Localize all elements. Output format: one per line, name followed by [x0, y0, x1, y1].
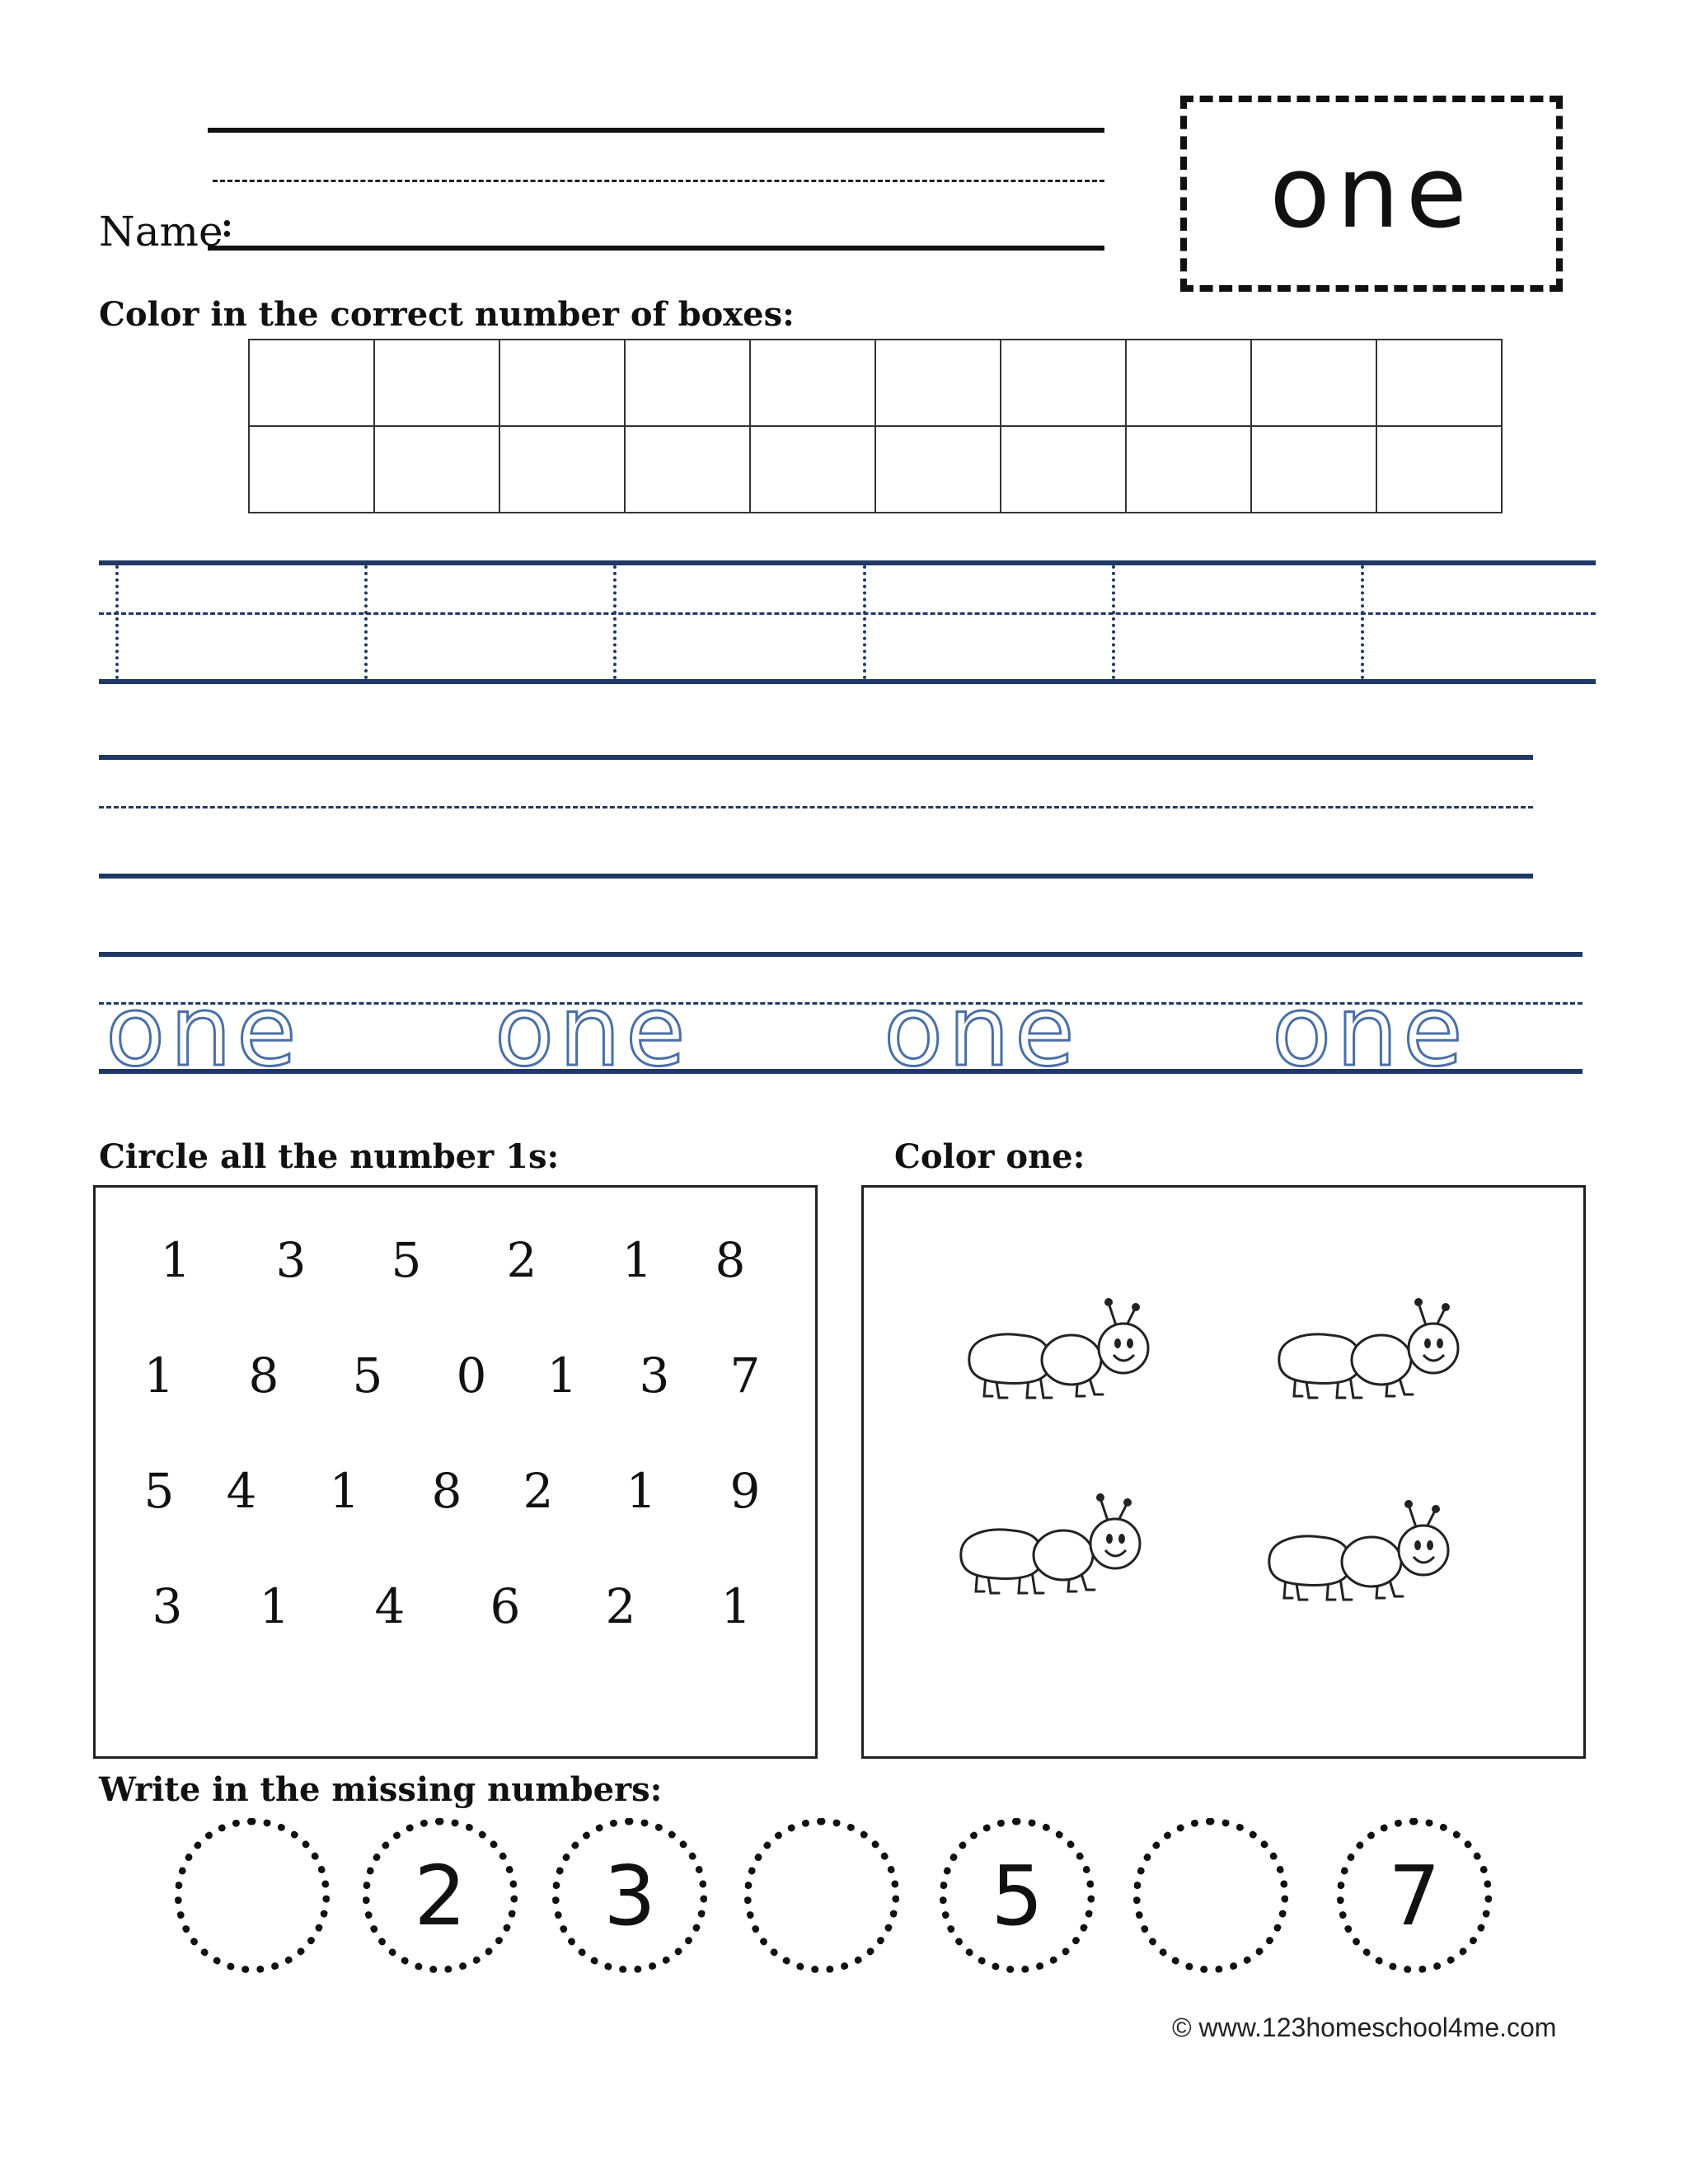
number-item[interactable]: 1: [259, 1578, 290, 1634]
grid-cell[interactable]: [374, 340, 499, 426]
trace-stroke-1: [115, 565, 119, 679]
grid-cell[interactable]: [1126, 426, 1251, 513]
number-circle: [940, 1818, 1095, 1973]
name-top-line: [208, 128, 1104, 133]
grid-cell[interactable]: [1251, 426, 1376, 513]
number-item[interactable]: 5: [143, 1463, 175, 1519]
circle-heading: Circle all the number 1s:: [99, 1137, 560, 1176]
blank-number-circle[interactable]: [175, 1818, 330, 1973]
trace-word-3: one: [884, 974, 1080, 1088]
trace-word-2: one: [495, 974, 691, 1088]
missing-heading: Write in the missing numbers:: [99, 1770, 663, 1809]
ants-illustration: [864, 1188, 1583, 1756]
number-item[interactable]: 1: [143, 1347, 175, 1404]
grid-cell[interactable]: [1001, 426, 1126, 513]
number-item[interactable]: 1: [621, 1232, 653, 1288]
number-item[interactable]: 6: [490, 1578, 521, 1634]
ant-4[interactable]: [1269, 1500, 1448, 1600]
number-item[interactable]: 3: [275, 1232, 307, 1288]
number-circle-value: 5: [991, 1847, 1043, 1944]
number-item[interactable]: 3: [639, 1347, 670, 1404]
grid-row: [249, 340, 1502, 426]
trace-word-4: one: [1272, 974, 1468, 1088]
trace-stroke-5: [1112, 565, 1115, 679]
blank-number-circle[interactable]: [744, 1818, 899, 1973]
trace-line-mid-1: [99, 612, 1596, 615]
write-line-top-2[interactable]: [99, 755, 1533, 760]
number-item[interactable]: 3: [152, 1578, 183, 1634]
grid-cell[interactable]: [249, 426, 374, 513]
number-item[interactable]: 1: [160, 1232, 191, 1288]
ten-frame-grid: [248, 339, 1503, 513]
number-item[interactable]: 2: [523, 1463, 554, 1519]
grid-cell[interactable]: [625, 426, 750, 513]
trace-stroke-4: [863, 565, 866, 679]
number-item[interactable]: 1: [329, 1463, 360, 1519]
grid-cell[interactable]: [1001, 340, 1126, 426]
grid-cell[interactable]: [875, 340, 1001, 426]
grid-cell[interactable]: [625, 340, 750, 426]
number-item[interactable]: 8: [715, 1232, 746, 1288]
number-circle: [1337, 1818, 1492, 1973]
ant-2[interactable]: [1279, 1298, 1458, 1398]
copyright-text: © www.123homeschool4me.com: [1172, 2013, 1557, 2042]
number-item[interactable]: 1: [546, 1347, 578, 1404]
number-item[interactable]: 8: [248, 1347, 279, 1404]
number-item[interactable]: 8: [431, 1463, 462, 1519]
number-item[interactable]: 9: [729, 1463, 761, 1519]
grid-cell[interactable]: [499, 426, 625, 513]
trace-stroke-3: [613, 565, 617, 679]
grid-row: [249, 426, 1502, 513]
color-one-heading: Color one:: [894, 1137, 1085, 1176]
trace-stroke-2: [364, 565, 368, 679]
number-item[interactable]: 5: [352, 1347, 383, 1404]
trace-stroke-6: [1361, 565, 1364, 679]
number-item[interactable]: 4: [374, 1578, 406, 1634]
grid-cell[interactable]: [249, 340, 374, 426]
number-circle: [363, 1818, 518, 1973]
grid-cell[interactable]: [1126, 340, 1251, 426]
boxes-heading: Color in the correct number of boxes:: [99, 295, 795, 334]
number-circle-value: 7: [1388, 1847, 1441, 1944]
grid-cell[interactable]: [1376, 426, 1502, 513]
grid-cell[interactable]: [1376, 340, 1502, 426]
name-label-text: Name: [99, 208, 223, 255]
write-line-mid-2: [99, 806, 1533, 808]
number-item[interactable]: 5: [391, 1232, 422, 1288]
number-circle: [552, 1818, 707, 1973]
word-box: [1180, 96, 1563, 292]
number-item[interactable]: 1: [720, 1578, 752, 1634]
trace-line-bottom-1: [99, 679, 1596, 684]
grid-cell[interactable]: [750, 426, 875, 513]
grid-cell[interactable]: [750, 340, 875, 426]
name-mid-dashed-line: [213, 180, 1104, 182]
ant-1[interactable]: [969, 1298, 1148, 1398]
name-colon: :: [221, 206, 233, 245]
number-circle-value: 3: [603, 1847, 656, 1944]
trace-line-top-3: [99, 952, 1582, 957]
trace-line-top-1: [99, 560, 1596, 565]
grid-cell[interactable]: [1251, 340, 1376, 426]
number-item[interactable]: 0: [456, 1347, 487, 1404]
blank-number-circle[interactable]: [1133, 1818, 1288, 1973]
ant-3[interactable]: [961, 1493, 1140, 1593]
grid-cell[interactable]: [875, 426, 1001, 513]
number-circle-value: 2: [414, 1847, 467, 1944]
number-item[interactable]: 7: [729, 1347, 761, 1404]
write-line-bottom-2: [99, 874, 1533, 879]
grid-cell[interactable]: [374, 426, 499, 513]
number-item[interactable]: 2: [605, 1578, 636, 1634]
number-item[interactable]: 4: [226, 1463, 257, 1519]
number-item[interactable]: 1: [626, 1463, 657, 1519]
word-box-text: one: [1269, 136, 1474, 251]
name-label: [99, 208, 223, 255]
number-item[interactable]: 2: [506, 1232, 537, 1288]
name-field[interactable]: [208, 246, 1104, 251]
grid-cell[interactable]: [499, 340, 625, 426]
trace-word-1: one: [106, 974, 302, 1088]
